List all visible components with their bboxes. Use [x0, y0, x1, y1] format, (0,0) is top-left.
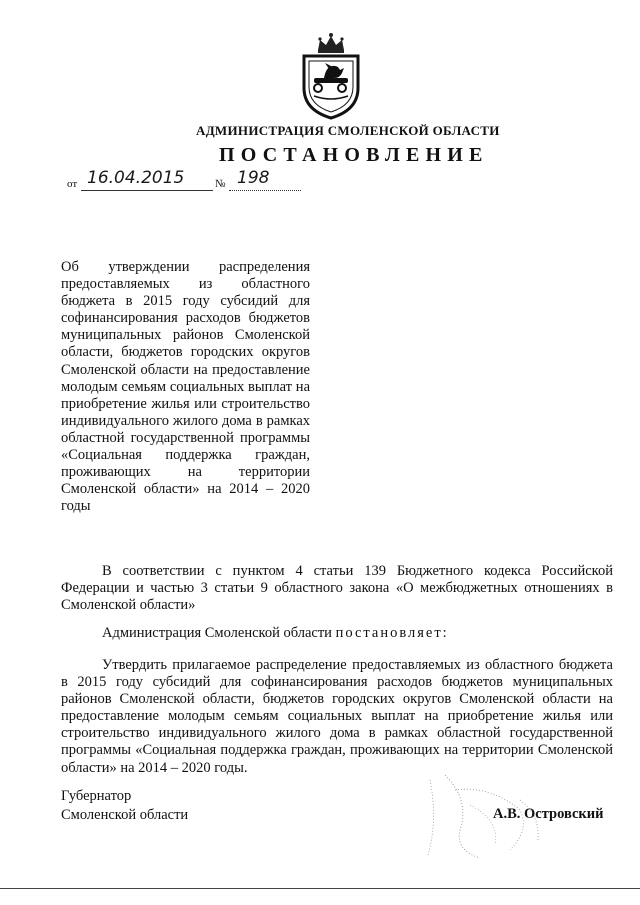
coat-of-arms-emblem — [296, 32, 366, 120]
decision-paragraph: Утвердить прилагаемое распределение предоставляемых из областного бюджета в 2015 году субсидий для софинансирования расходов бюджетов муниципальных районов Смоленской области, бюджетов городских округов Смоленской области на предоставление молодым семьям социальных выплат на приобретение жилья или строительство индивидуального жилого дома в рамках областной государственной программы «Социальная поддержка граждан, проживающих на территории Смоленской области» на 2014 – 2020 годы. — [61, 657, 613, 776]
date-from-label: от — [67, 178, 78, 190]
document-date-handwritten: 16.04.2015 — [87, 168, 185, 188]
organization-name: АДМИНИСТРАЦИЯ СМОЛЕНСКОЙ ОБЛАСТИ — [196, 123, 500, 138]
document-subject: Об утверждении распределения предоставляемых из областного бюджета в 2015 году субсидий для софинансирования расходов бюджетов муниципальных районов Смоленской области, бюджетов городских округов Смоленской области на предоставление молодым семьям социальных выплат на приобретение жилья или строительство индивидуального жилого дома в рамках областной государственной программы «Социальная поддержка граждан, проживающих на территории Смоленской области» на 2014 – 2020 годы — [61, 259, 310, 515]
resolution-verb: постановляет: — [335, 625, 449, 641]
document-number-handwritten: 198 — [237, 168, 270, 188]
resolution-clause — [61, 625, 613, 642]
date-number-line — [67, 168, 307, 194]
signatory-position-line-2: Смоленской области — [61, 807, 189, 823]
date-underline — [81, 190, 213, 191]
legal-basis-paragraph: В соответствии с пунктом 4 статьи 139 Бюджетного кодекса Российской Федерации и частью 3 статьи 9 областного закона «О межбюджетных отношениях в Смоленской области» — [61, 563, 613, 614]
document-type-title: ПОСТАНОВЛЕНИЕ — [219, 144, 489, 166]
resolution-subject: Администрация Смоленской области — [102, 625, 332, 641]
number-label: № — [215, 178, 226, 190]
signatory-name: А.В. Островский — [493, 806, 604, 822]
number-underline — [229, 190, 301, 191]
signatory-position-line-1: Губернатор — [61, 788, 132, 804]
page-bottom-rule — [0, 888, 640, 889]
signatory-position — [61, 787, 261, 825]
